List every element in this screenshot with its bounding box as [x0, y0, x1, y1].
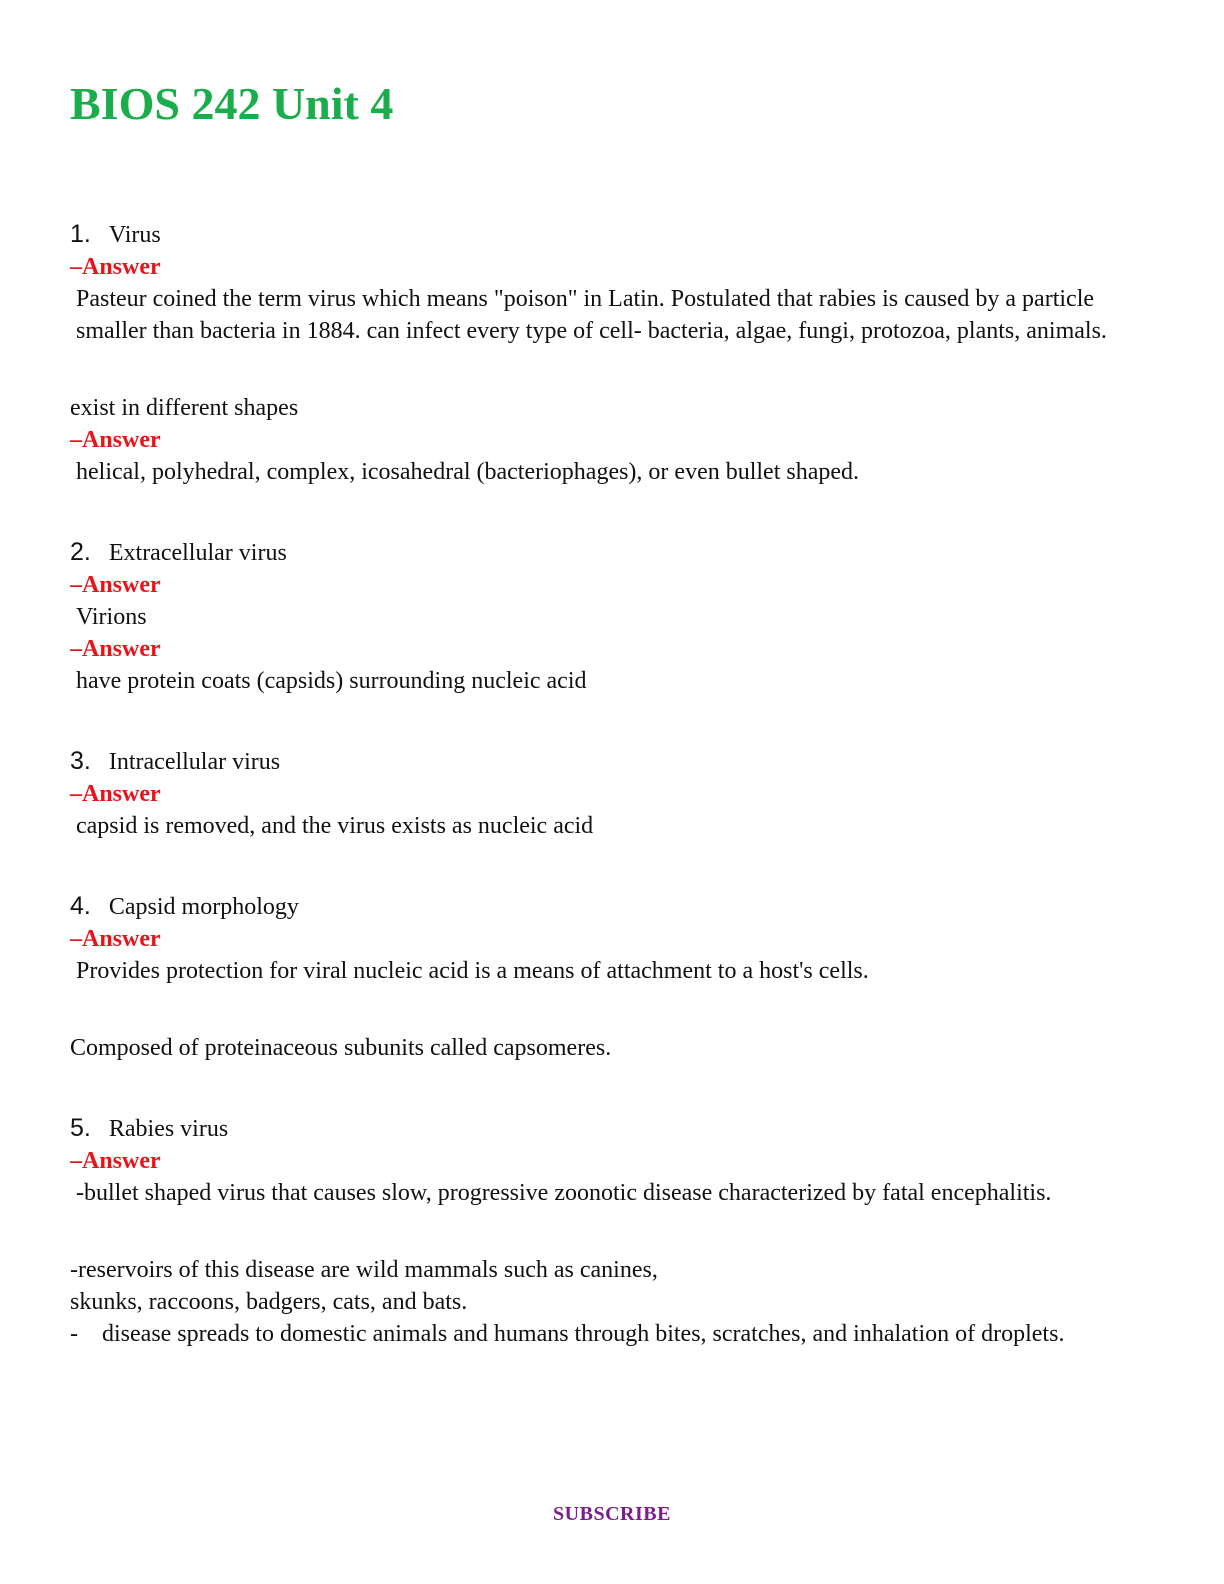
extra-text-body: disease spreads to domestic animals and humans through bites, scratches, and inhalation of droplets.	[102, 1321, 1065, 1347]
document-title: BIOS 242 Unit 4	[70, 78, 394, 129]
question-text: Intracellular virus	[108, 749, 281, 775]
answer-text: Virions	[76, 604, 147, 630]
question-text: Capsid morphology	[108, 894, 299, 920]
subscribe-link[interactable]: SUBSCRIBE	[553, 1503, 671, 1525]
question-number: 4.	[70, 892, 91, 920]
question-text: Virus	[108, 222, 161, 248]
answer-label: –Answer	[70, 427, 161, 453]
extra-text: Composed of proteinaceous subunits called capsomeres.	[70, 1035, 612, 1061]
question-text: Extracellular virus	[108, 540, 287, 566]
extra-text: -reservoirs of this disease are wild mammals such as canines,	[70, 1257, 658, 1283]
answer-text: capsid is removed, and the virus exists as nucleic acid	[76, 813, 594, 839]
answer-text: -bullet shaped virus that causes slow, progressive zoonotic disease characterized by fatal encephalitis.	[76, 1180, 1052, 1206]
bullet-dash: -	[70, 1321, 78, 1347]
question-3	[70, 745, 1130, 778]
question-5	[70, 1112, 1130, 1145]
answer-text: Provides protection for viral nucleic acid is a means of attachment to a host's cells.	[76, 958, 869, 984]
answer-label: –Answer	[70, 636, 161, 662]
answer-label: –Answer	[70, 254, 161, 280]
answer-label: –Answer	[70, 1148, 161, 1174]
question-number: 1.	[70, 220, 91, 248]
document-body	[70, 218, 1130, 1350]
question-text: Rabies virus	[108, 1116, 229, 1142]
extra-text	[70, 1318, 1130, 1350]
question-4	[70, 890, 1130, 923]
extra-text: skunks, raccoons, badgers, cats, and bats.	[70, 1289, 468, 1315]
answer-label: –Answer	[70, 781, 161, 807]
answer-text: helical, polyhedral, complex, icosahedral (bacteriophages), or even bullet shaped.	[76, 459, 860, 485]
question-number: 3.	[70, 747, 91, 775]
answer-text: have protein coats (capsids) surrounding nucleic acid	[76, 668, 587, 694]
question-2	[70, 536, 1130, 569]
answer-text: Pasteur coined the term virus which means "poison" in Latin. Postulated that rabies is caused by a particle smaller than bacteria in 1884. can infect every type of cell- bacteria, algae, fungi, protozoa, plants, animals.	[76, 286, 1107, 344]
sub-question: exist in different shapes	[70, 395, 299, 421]
question-1	[70, 218, 1130, 251]
question-number: 5.	[70, 1114, 91, 1142]
answer-label: –Answer	[70, 926, 161, 952]
question-number: 2.	[70, 538, 91, 566]
answer-label: –Answer	[70, 572, 161, 598]
